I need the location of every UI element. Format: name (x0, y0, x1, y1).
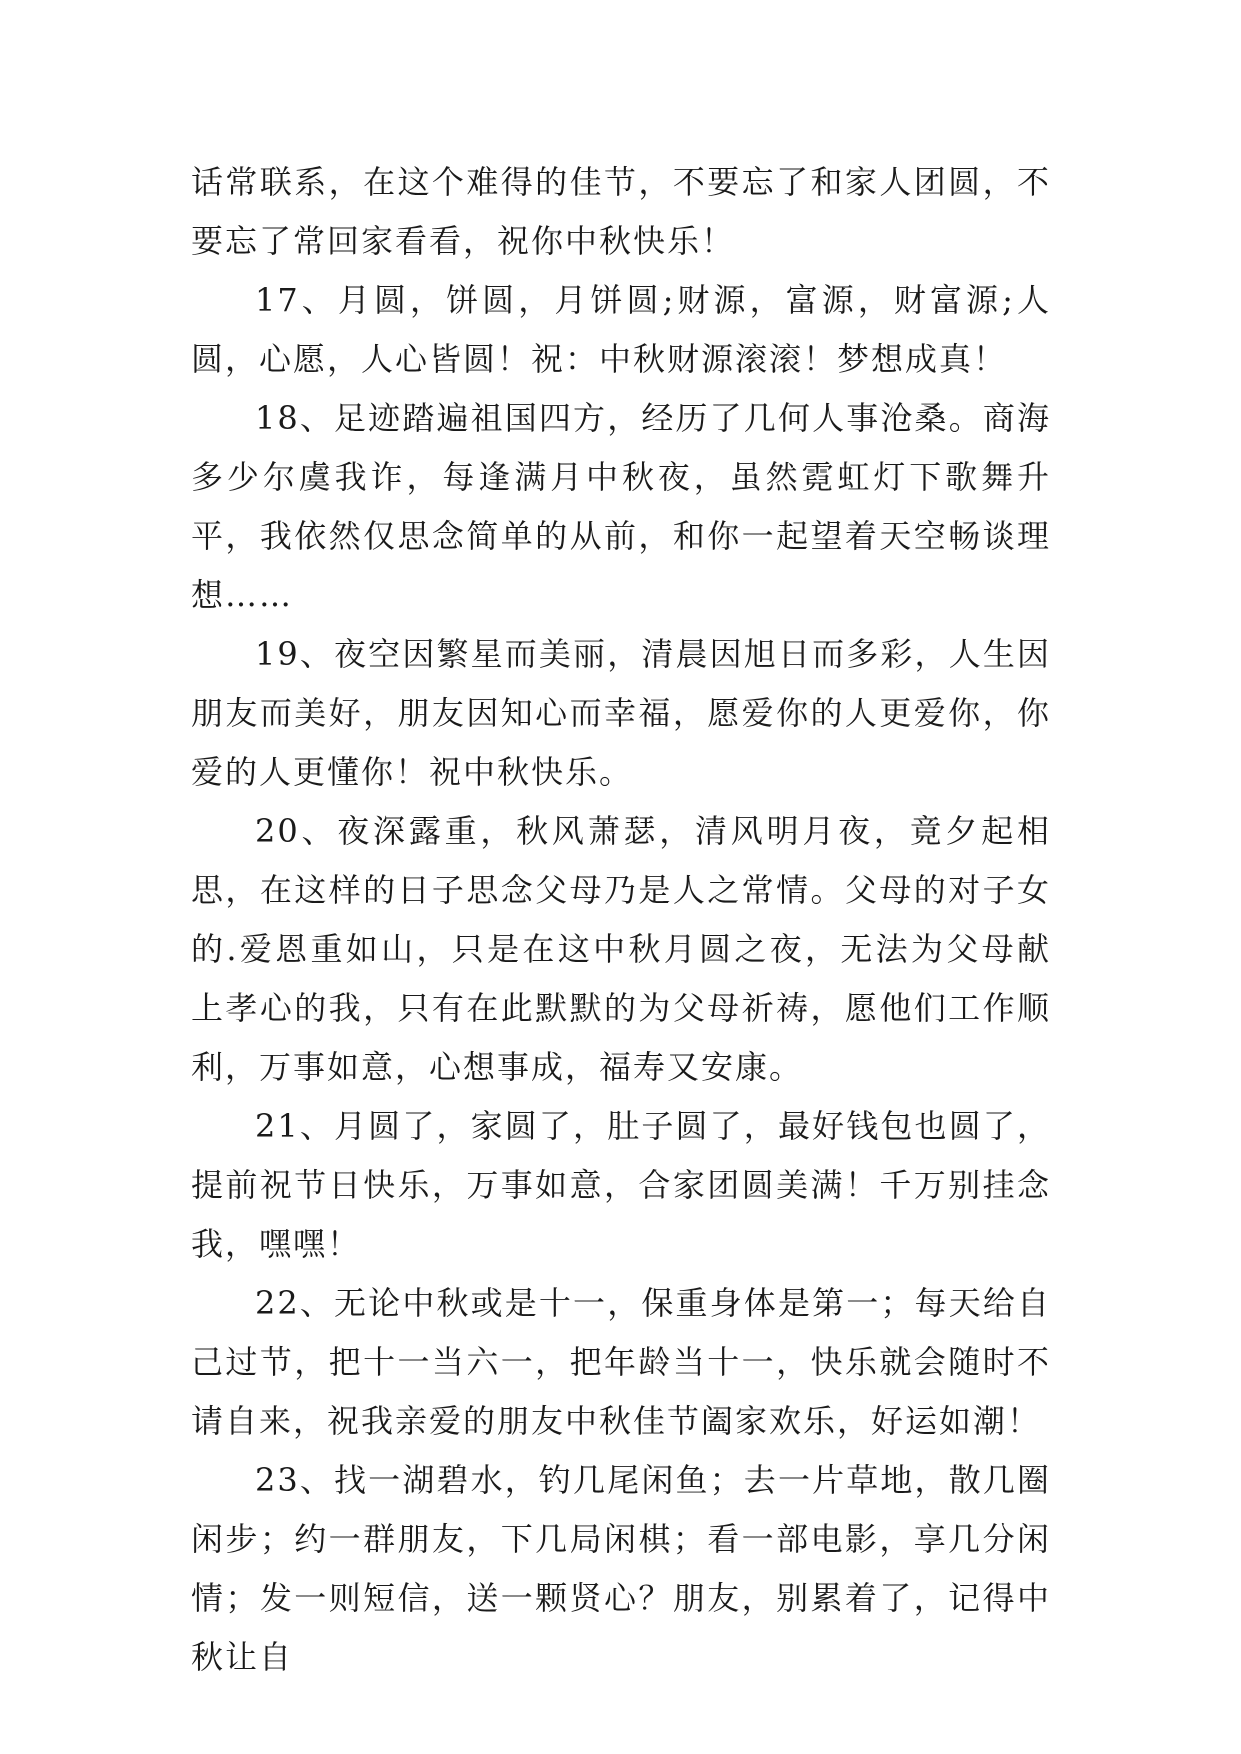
paragraph-22: 22、无论中秋或是十一，保重身体是第一；每天给自己过节，把十一当六一，把年龄当十一，快乐就会随时不请自来，祝我亲爱的朋友中秋佳节阖家欢乐，好运如潮！ (191, 1284, 1051, 1440)
paragraph-21: 21、月圆了，家圆了，肚子圆了，最好钱包也圆了，提前祝节日快乐，万事如意，合家团圆美满！千万别挂念我，嘿嘿！ (191, 1107, 1051, 1263)
document-body (191, 153, 1051, 1687)
paragraph-20: 20、夜深露重，秋风萧瑟，清风明月夜，竟夕起相思，在这样的日子思念父母乃是人之常情。父母的对子女的.爱恩重如山，只是在这中秋月圆之夜，无法为父母献上孝心的我，只有在此默默的为父母祈祷，愿他们工作顺利，万事如意，心想事成，福寿又安康。 (191, 812, 1051, 1086)
paragraph-continued: 话常联系，在这个难得的佳节，不要忘了和家人团圆，不要忘了常回家看看，祝你中秋快乐！ (191, 163, 1051, 260)
paragraph-17: 17、月圆，饼圆，月饼圆;财源，富源，财富源;人圆，心愿，人心皆圆！祝：中秋财源滚滚！梦想成真！ (191, 281, 1051, 378)
paragraph-23: 23、找一湖碧水，钓几尾闲鱼；去一片草地，散几圈闲步；约一群朋友，下几局闲棋；看一部电影，享几分闲情；发一则短信，送一颗贤心？朋友，别累着了，记得中秋让自 (191, 1461, 1051, 1676)
paragraph-19: 19、夜空因繁星而美丽，清晨因旭日而多彩，人生因朋友而美好，朋友因知心而幸福，愿爱你的人更爱你，你爱的人更懂你！祝中秋快乐。 (191, 635, 1051, 791)
paragraph-18: 18、足迹踏遍祖国四方，经历了几何人事沧桑。商海多少尔虞我诈，每逢满月中秋夜，虽然霓虹灯下歌舞升平，我依然仅思念简单的从前，和你一起望着天空畅谈理想…… (191, 399, 1051, 614)
